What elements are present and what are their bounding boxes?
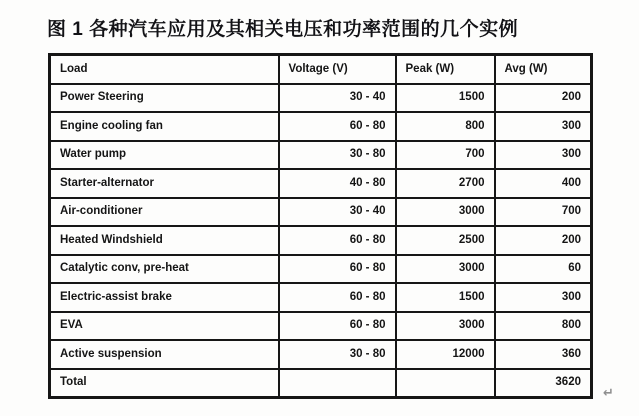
cell-peak: 800 [396, 112, 495, 141]
cell-voltage: 60 - 80 [279, 226, 396, 255]
cell-load: Starter-alternator [50, 169, 279, 198]
cell-avg: 200 [495, 226, 592, 255]
loads-table [48, 53, 593, 399]
cell-peak: 3000 [396, 198, 495, 227]
cell-load: Power Steering [50, 84, 279, 113]
table-row [50, 369, 592, 398]
cell-avg: 700 [495, 198, 592, 227]
table-row [50, 340, 592, 369]
cell-load: Electric-assist brake [50, 283, 279, 312]
cell-peak: 3000 [396, 312, 495, 341]
cell-load: Total [50, 369, 279, 398]
cell-load: Heated Windshield [50, 226, 279, 255]
column-header-load: Load [50, 55, 279, 84]
cell-load: Engine cooling fan [50, 112, 279, 141]
cell-peak [396, 369, 495, 398]
column-header-voltage: Voltage (V) [279, 55, 396, 84]
cell-peak: 1500 [396, 84, 495, 113]
cell-avg: 300 [495, 112, 592, 141]
cell-peak: 12000 [396, 340, 495, 369]
figure-caption: 图 1 各种汽车应用及其相关电压和功率范围的几个实例 [47, 19, 519, 40]
cell-voltage: 60 - 80 [279, 283, 396, 312]
cell-load: Air-conditioner [50, 198, 279, 227]
cell-voltage [279, 369, 396, 398]
cell-avg: 60 [495, 255, 592, 284]
cell-voltage: 40 - 80 [279, 169, 396, 198]
cell-avg: 200 [495, 84, 592, 113]
cell-avg: 360 [495, 340, 592, 369]
cell-voltage: 60 - 80 [279, 312, 396, 341]
cell-load: Catalytic conv, pre-heat [50, 255, 279, 284]
cell-peak: 2500 [396, 226, 495, 255]
table-row [50, 198, 592, 227]
cell-peak: 2700 [396, 169, 495, 198]
table-header-row [50, 55, 592, 84]
table-row [50, 255, 592, 284]
cell-avg: 300 [495, 283, 592, 312]
cell-peak: 1500 [396, 283, 495, 312]
cell-voltage: 60 - 80 [279, 112, 396, 141]
table-body [50, 84, 592, 398]
cell-load: Water pump [50, 141, 279, 170]
table-row [50, 112, 592, 141]
cell-voltage: 30 - 40 [279, 84, 396, 113]
cell-voltage: 30 - 80 [279, 141, 396, 170]
cell-avg: 300 [495, 141, 592, 170]
paragraph-return-mark: ↵ [603, 385, 614, 400]
cell-peak: 3000 [396, 255, 495, 284]
cell-avg: 3620 [495, 369, 592, 398]
table-row [50, 84, 592, 113]
column-header-avg: Avg (W) [495, 55, 592, 84]
table-row [50, 226, 592, 255]
cell-avg: 400 [495, 169, 592, 198]
cell-load: Active suspension [50, 340, 279, 369]
cell-avg: 800 [495, 312, 592, 341]
table-row [50, 169, 592, 198]
cell-voltage: 60 - 80 [279, 255, 396, 284]
cell-load: EVA [50, 312, 279, 341]
column-header-peak: Peak (W) [396, 55, 495, 84]
cell-voltage: 30 - 80 [279, 340, 396, 369]
cell-peak: 700 [396, 141, 495, 170]
table-row [50, 141, 592, 170]
cell-voltage: 30 - 40 [279, 198, 396, 227]
table-row [50, 283, 592, 312]
table-row [50, 312, 592, 341]
